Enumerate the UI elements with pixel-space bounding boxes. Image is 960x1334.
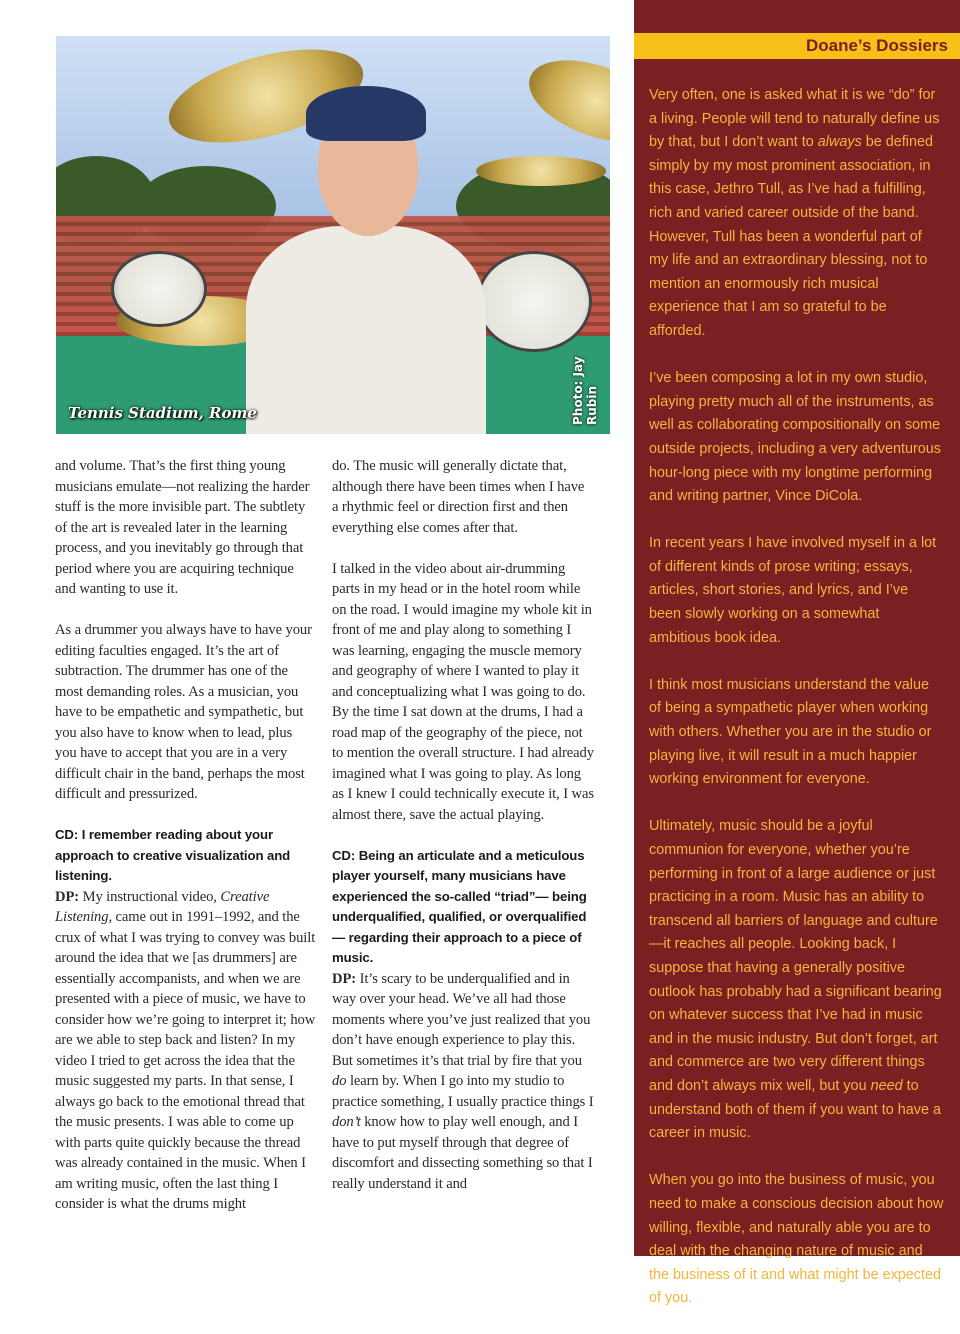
interview-question: CD: I remember reading about your approach to creative visualization and listening. [55, 827, 291, 883]
answer-text: know how to play well enough, and I have to put myself through that degree of discomfort and dissecting something so that I really understand it and [332, 1114, 593, 1192]
article-column-1 [55, 456, 317, 1235]
answer-text: It’s scary to be underqualified and in way over your head. We’ve all had those moments where you’ve just realized that you don’t have enough experience to play this. But sometimes it’s that trial by fire that you [332, 970, 591, 1069]
interview-answer [55, 887, 317, 1215]
sidebar-title-bar [634, 33, 960, 59]
photo-credit: Photo: Jay Rubin [571, 356, 599, 425]
sidebar-body [649, 84, 944, 1334]
interview-answer [332, 969, 594, 1195]
sidebar-paragraph [649, 84, 944, 344]
paragraph: and volume. That’s the first thing young musicians emulate—not realizing the harder stuff is the more invisible part. The subtlety of the art is revealed later in the learning process, and you inevitably go through that period where you are acquiring technique and wanting to use it. [55, 458, 310, 597]
emphasis: do [332, 1073, 347, 1089]
paragraph: do. The music will generally dictate that, although there have been times when I have a rhythmic feel or direction first and then everything else comes after that. [332, 458, 585, 536]
answer-text: My instructional video, [79, 888, 221, 905]
article-column-2 [332, 456, 594, 1215]
emphasis: need [870, 1077, 903, 1094]
drum-shape [111, 251, 207, 327]
answer-text: learn by. When I go into my studio to practice something, I usually practice things I [332, 1073, 594, 1110]
interview-question: CD: Being an articulate and a meticulous player yourself, many musicians have experienced the so-called “triad”— being underqualified, qualified, or overqualified— regarding their approach to a piece of music. [332, 847, 587, 965]
person-cap [306, 86, 426, 141]
sidebar-paragraph [649, 815, 944, 1145]
sidebar-paragraph: When you go into the business of music, you need to make a conscious decision about how willing, flexible, and naturally able you are to deal with the changing nature of music and the business of it and what might be expected of you. [649, 1172, 944, 1307]
emphasis: don’t [332, 1114, 361, 1130]
sidebar-text: to understand both of them if you want to have a career in music. [649, 1077, 942, 1142]
sidebar-paragraph: I’ve been composing a lot in my own studio, playing pretty much all of the instruments, as well as collaborating compositionally on some outside projects, including a very adventurous hour-long piece with my longtime performing and writing partner, Vince DiCola. [649, 370, 941, 505]
article-photo [56, 36, 610, 434]
sidebar-text: Very often, one is asked what it is we “do” for a living. People will tend to naturally define us by that, but I don’t want to [649, 87, 940, 151]
cymbal-shape [518, 44, 610, 158]
emphasis: always [817, 134, 862, 151]
paragraph: As a drummer you always have to have your editing faculties engaged. It’s the art of subtraction. The drummer has one of the most demanding roles. As a musician, you have to be empathetic and sympathetic, but you also have to know when to lead, plus you have to accept that you are in a very difficult chair in the band, perhaps the most difficult and pressurized. [55, 622, 312, 802]
cymbal-shape [476, 156, 606, 186]
paragraph: I talked in the video about air-drumming parts in my head or in the hotel room while on the road. I would imagine my whole kit in front of me and play along to something I was learning, engaging the muscle memory and geography of where I wanted to play it and conceptualizing what I was going to do. By the time I sat down at the drums, I had a road map of the geography of the piece, not to mention the overall structure. I had already imagined what I was going to play. As long as I knew I could technically execute it, I was almost there, save the actual playing. [332, 560, 594, 823]
sidebar-paragraph: I think most musicians understand the value of being a sympathetic player when working with others. Whether you are in the studio or playing live, it will result in a much happier working environment for everyone. [649, 676, 932, 788]
video-title: Creative Listening [55, 888, 270, 925]
sidebar-paragraph: In recent years I have involved myself in a lot of different kinds of prose writing; essays, articles, short stories, and lyrics, and I’ve been slowly working on a somewhat ambitious book idea. [649, 535, 937, 646]
speaker-label: DP: [55, 888, 80, 905]
sidebar-title: Doane’s Dossiers [805, 36, 948, 55]
speaker-label: DP: [332, 970, 357, 987]
person-shirt [246, 226, 486, 434]
sidebar-text: Ultimately, music should be a joyful communion for everyone, whether you’re performing in front of a large audience or just practicing in a room. Music has an ability to transcend all barriers of language and culture—it reaches all people. Looking back, I suppose that having a generally positive outlook has probably had a significant bearing on whatever success that I’ve had in music and in the music industry. But don’t forget, art and commerce are two very different things and don’t always mix well, but you [649, 818, 942, 1094]
sidebar-text: be defined simply by my most prominent association, in this case, Jethro Tull, as I’ve had a fulfilling, rich and varied career outside of the band. However, Tull has been a wonderful part of my life and an extraordinary blessing, not to mention an enormously rich musical experience that I am so grateful to be afforded. [649, 134, 934, 339]
sidebar-dossiers [634, 0, 960, 1307]
photo-caption: Tennis Stadium, Rome [68, 404, 257, 422]
answer-text: , came out in 1991–1992, and the crux of what I was trying to convey was built around the idea that we [as drummers] are essentially accompanists, and when we are presented with a piece of music, we have to consider how we’re going to interpret it; how are we able to step back and listen? In my video I tried to get across the idea that the music suggested my parts. In that sense, I always go back to the emotional thread that the music presents. I was able to come up with parts quite quickly because the thread was already contained in the music. When I am writing music, often the last thing I consider is what the drums might [55, 909, 316, 1212]
